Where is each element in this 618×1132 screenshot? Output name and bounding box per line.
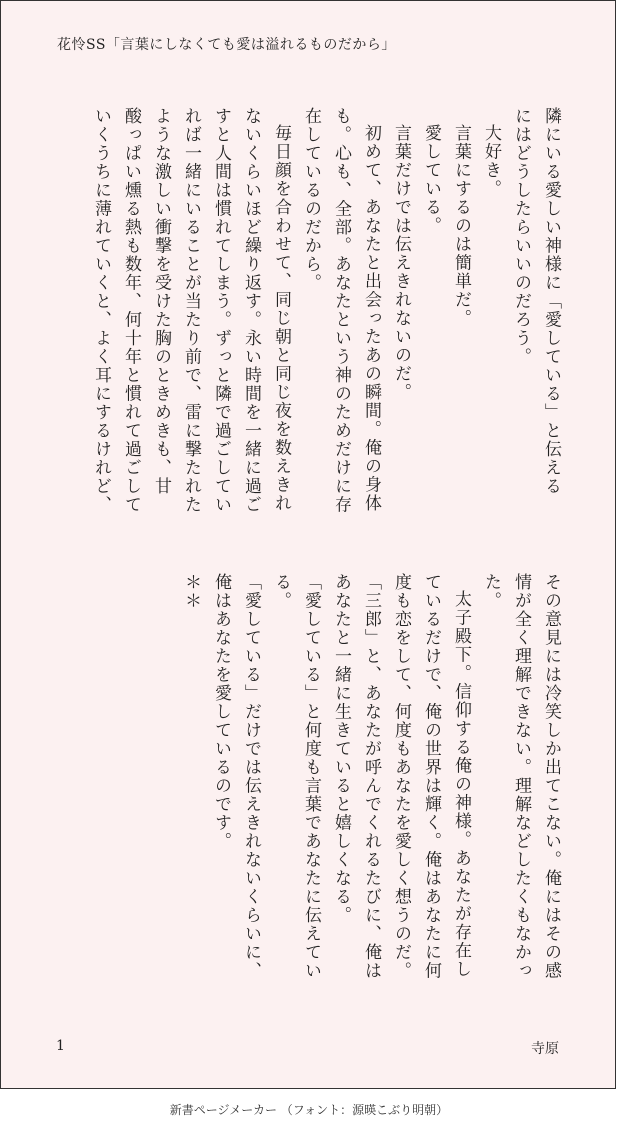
page-number: 1 [56,1038,65,1054]
text-line: ないくらいほど繰り返す。永い時間を一緒に過ご [241,107,261,514]
author-name: 寺原 [531,1041,559,1057]
text-line: 隣にいる愛しい神様に「愛している」と伝える [541,107,561,496]
text-line: その意見には冷笑しか出てこない。俺にはその感 [541,573,561,980]
text-block-bottom [176,573,566,1013]
text-line: 度も恋をして、何度もあなたを愛しく想うのだ。 [391,573,411,980]
text-line: 言葉にするのは簡単だ。 [451,124,471,328]
text-line: れば一緒にいることが当たり前で、雷に撃たれた [181,107,201,514]
text-line: 大好き。 [481,124,501,198]
text-line: 酸っぱい燻る熱も数年、何十年と慣れて過ごして [121,107,141,514]
text-line: 俺はあなたを愛しているのです。 [211,573,231,851]
text-line: 太子殿下。信仰する俺の神様。あなたが存在し [451,590,471,979]
text-line: 言葉だけでは伝えきれないのだ。 [391,124,411,402]
text-line: 情が全く理解できない。理解などしたくもなかっ [511,573,531,980]
generator-credit: 新書ページメーカー （フォント：源暎こぶり明朝） [169,1103,449,1117]
text-block-top [86,107,566,537]
text-line: 毎日顔を合わせて、同じ朝と同じ夜を数えきれ [271,124,291,513]
text-line: すと人間は慣れてしまう。ずっと隣で過ごしてい [211,107,231,514]
text-line: ような激しい衝撃を受けた胸のときめきも、甘 [151,107,171,496]
text-line: にはどうしたらいいのだろう。 [511,107,531,366]
text-line: 「三郎」と、あなたが呼んでくれるたびに、俺は [361,573,381,980]
text-line: いくうちに薄れていくと、よく耳にするけれど、 [91,107,111,514]
text-line: 「愛している」と何度も言葉であなたに伝えてい [301,573,321,980]
text-line: も。心も、全部。あなたという神のためだけに存 [331,107,351,514]
text-line: た。 [481,573,501,610]
page-header-title: 花怜SS「言葉にしなくても愛は溢れるものだから」 [57,37,396,53]
text-line: 初めて、あなたと出会ったあの瞬間。俺の身体 [361,124,381,513]
scene-break-mark: ＊＊ [181,573,201,610]
text-line: 「愛している」だけでは伝えきれないくらいに、 [241,573,261,980]
text-line: 在しているのだから。 [301,107,321,292]
text-line: あなたと一緒に生きていると嬉しくなる。 [331,573,351,925]
text-line: 愛している。 [421,124,441,235]
text-line: ているだけで、俺の世界は輝く。俺はあなたに何 [421,573,441,980]
text-line: る。 [271,573,291,610]
